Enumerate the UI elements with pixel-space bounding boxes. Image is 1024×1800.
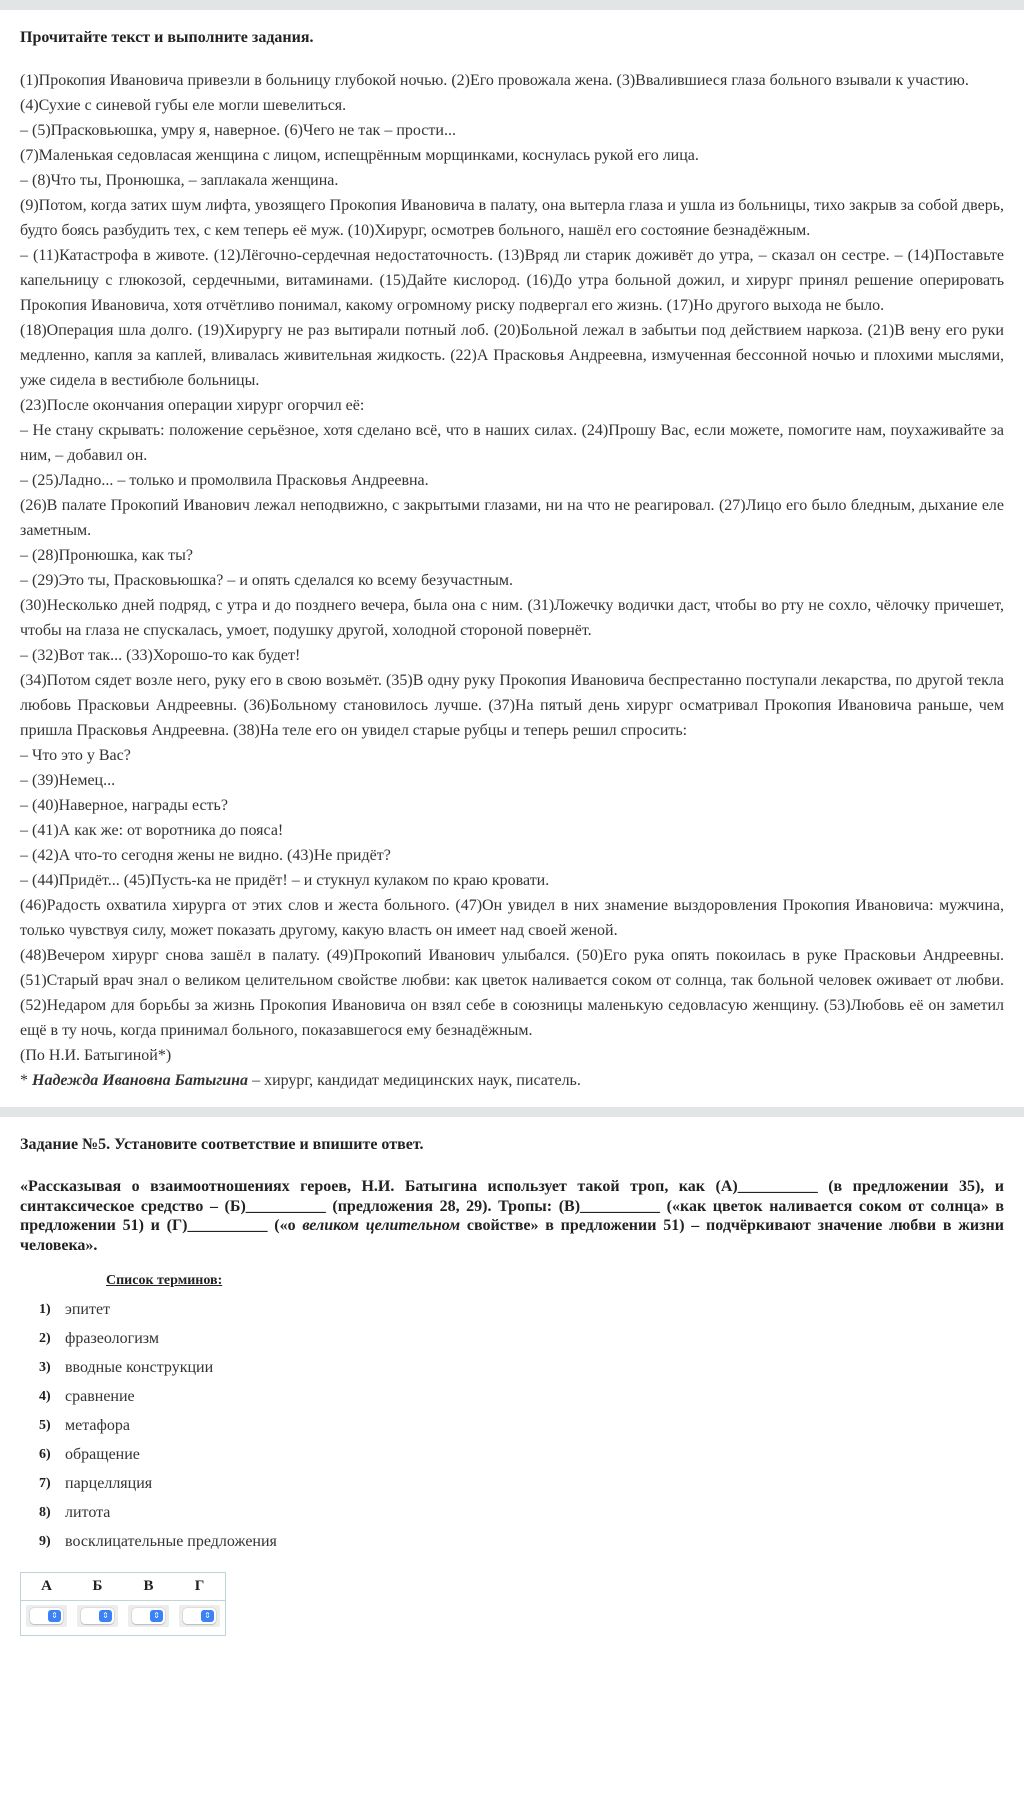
select-wrapper — [77, 1605, 118, 1627]
paragraph: (23)После окончания операции хирург огорчил её: — [20, 397, 365, 414]
paragraph: – (8)Что ты, Пронюшка, – заплакала женщина. — [20, 172, 339, 189]
reading-section — [0, 10, 1024, 1093]
term-label: сравнение — [65, 1388, 135, 1405]
term-item — [20, 1324, 1004, 1353]
answer-select-b[interactable] — [81, 1608, 114, 1624]
task-prompt-text: «Рассказывая о взаимоотношениях героев, Н.И. Батыгина использует такой троп, как (А)__________ (в предложении 35), и синтаксическое средство – (Б)__________ (предложения 28, 29). Тропы: (В)__________ («как цветок наливается соком от солнца» в предложении 51) и (Г)__________ («о — [20, 1178, 1004, 1234]
paragraph: – (44)Придёт... (45)Пусть-ка не придёт! – и стукнул кулаком по краю кровати. — [20, 872, 550, 889]
task-prompt-text-end: свойстве» в предложении 51) – подчёркивают значение любви в жизни человека». — [20, 1217, 1004, 1254]
author-name: Надежда Ивановна Батыгина — [32, 1072, 249, 1089]
answer-cell — [72, 1601, 123, 1636]
paragraph: (34)Потом сядет возле него, руку его в свою возьмёт. (35)В одну руку Прокопия Ивановича беспрестанно поступали лекарства, по другой текла любовь Прасковьи Андреевны. (36)Больному становилось лучше. (37)На пятый день хирург осматривал Прокопия Ивановича раньше, чем пришла Прасковья Андреевна. (38)На теле его он увидел старые рубцы и теперь решил спросить: — [20, 672, 1004, 739]
reading-heading: Прочитайте текст и выполните задания. — [20, 29, 314, 46]
source-attribution: (По Н.И. Батыгиной*) — [20, 1047, 172, 1064]
paragraph: – Что это у Вас? — [20, 747, 131, 764]
answer-select-g[interactable] — [183, 1608, 216, 1624]
term-item — [20, 1382, 1004, 1411]
task-section — [0, 1117, 1024, 1636]
top-separator — [0, 0, 1024, 10]
paragraph: (4)Сухие с синевой губы еле могли шевелиться. — [20, 97, 347, 114]
term-label: вводные конструкции — [65, 1359, 214, 1376]
select-wrapper — [128, 1605, 169, 1627]
term-number: 3) — [39, 1360, 51, 1375]
term-number: 4) — [39, 1389, 51, 1404]
paragraph: (26)В палате Прокопий Иванович лежал неподвижно, с закрытыми глазами, ни на что не реагировал. (27)Лицо его было бледным, дыхание еле заметным. — [20, 497, 1004, 539]
term-number: 7) — [39, 1476, 51, 1491]
paragraph: – (32)Вот так... (33)Хорошо-то как будет! — [20, 647, 301, 664]
author-note-text: – хирург, кандидат медицинских наук, писатель. — [248, 1072, 581, 1089]
reading-text — [20, 68, 1004, 1093]
select-wrapper — [26, 1605, 67, 1627]
term-item — [20, 1498, 1004, 1527]
term-label: обращение — [65, 1446, 140, 1463]
term-item — [20, 1353, 1004, 1382]
term-item — [20, 1440, 1004, 1469]
term-label: литота — [65, 1504, 111, 1521]
term-label: парцелляция — [65, 1475, 153, 1492]
term-item — [20, 1469, 1004, 1498]
term-number: 1) — [39, 1302, 51, 1317]
paragraph: (46)Радость охватила хирурга от этих слов и жеста больного. (47)Он увидел в них знамение выздоровления Прокопия Ивановича: мужчина, только чувствуя силу, может показать другому, какую власть он имеет над своей женой. — [20, 897, 1004, 939]
chevron-up-down-icon: ⇕ — [48, 1610, 61, 1622]
paragraph: (1)Прокопия Ивановича привезли в больницу глубокой ночью. (2)Его провожала жена. (3)Ввалившиеся глаза больного взывали к участию. — [20, 72, 969, 89]
select-wrapper — [179, 1605, 220, 1627]
answer-cell — [21, 1601, 73, 1636]
paragraph: – (11)Катастрофа в животе. (12)Лёгочно-сердечная недостаточность. (13)Вряд ли старик доживёт до утра, – сказал он сестре. – (14)Поставьте капельницу с глюкозой, сердечными, витаминами. (15)Дайте кислород. (16)До утра больной дожил, и хирург принял решение оперировать Прокопия Ивановича, хотя отчётливо понимал, какому огромному риску подвергал его жизнь. (17)Но другого выхода не было. — [20, 247, 1004, 314]
paragraph: – (28)Пронюшка, как ты? — [20, 547, 193, 564]
term-item — [20, 1527, 1004, 1556]
answer-cell — [174, 1601, 226, 1636]
chevron-up-down-icon: ⇕ — [150, 1610, 163, 1622]
terms-title: Список терминов: — [106, 1273, 223, 1288]
task-heading: Задание №5. Установите соответствие и впишите ответ. — [20, 1136, 424, 1153]
paragraph: – (42)А что-то сегодня жены не видно. (43)Не придёт? — [20, 847, 391, 864]
answer-column-a: А — [21, 1573, 73, 1601]
term-number: 5) — [39, 1418, 51, 1433]
answer-select-a[interactable] — [30, 1608, 63, 1624]
answer-column-b: Б — [72, 1573, 123, 1601]
term-item — [20, 1295, 1004, 1324]
answer-column-v: В — [123, 1573, 174, 1601]
terms-list — [20, 1295, 1004, 1556]
paragraph: (30)Несколько дней подряд, с утра и до позднего вечера, была она с ним. (31)Ложечку водички даст, чтобы во рту не сохло, чёлочку причешет, чтобы на глаза не спускалась, умоет, подушку другой, холодной стороной повернёт. — [20, 597, 1004, 639]
paragraph: (48)Вечером хирург снова зашёл в палату. (49)Прокопий Иванович улыбался. (50)Его рука опять покоилась в руке Прасковьи Андреевны. (51)Старый врач знал о великом целительном свойстве любви: как цветок наливается соком от солнца, так больной человек оживает от любви. (52)Недаром для борьбы за жизнь Прокопия Ивановича он взял себе в союзницы маленькую седовласую женщину. (53)Любовь её он заметил ещё в ту ночь, когда принимал больного, показавшегося ему безнадёжным. — [20, 947, 1004, 1039]
term-item — [20, 1411, 1004, 1440]
section-separator — [0, 1107, 1024, 1117]
task-prompt-italic: великом целительном — [302, 1217, 461, 1234]
author-note-asterisk: * — [20, 1072, 32, 1089]
chevron-up-down-icon: ⇕ — [201, 1610, 214, 1622]
term-number: 9) — [39, 1534, 51, 1549]
paragraph: – (41)А как же: от воротника до пояса! — [20, 822, 284, 839]
answer-column-g: Г — [174, 1573, 226, 1601]
answer-table — [20, 1572, 226, 1636]
paragraph: – (39)Немец... — [20, 772, 116, 789]
task-prompt — [20, 1177, 1004, 1255]
chevron-up-down-icon: ⇕ — [99, 1610, 112, 1622]
term-label: метафора — [65, 1417, 130, 1434]
term-label: восклицательные предложения — [65, 1533, 277, 1550]
paragraph: – (29)Это ты, Прасковьюшка? – и опять сделался ко всему безучастным. — [20, 572, 513, 589]
paragraph: – (25)Ладно... – только и промолвила Прасковья Андреевна. — [20, 472, 429, 489]
answer-select-v[interactable] — [132, 1608, 165, 1624]
term-label: эпитет — [65, 1301, 111, 1318]
answer-cell — [123, 1601, 174, 1636]
term-number: 2) — [39, 1331, 51, 1346]
author-note — [20, 1068, 1004, 1093]
paragraph: – (5)Прасковьюшка, умру я, наверное. (6)Чего не так – прости... — [20, 122, 456, 139]
term-label: фразеологизм — [65, 1330, 160, 1347]
term-number: 6) — [39, 1447, 51, 1462]
paragraph: (18)Операция шла долго. (19)Хирургу не раз вытирали потный лоб. (20)Больной лежал в забытьи под действием наркоза. (21)В вену его руки медленно, капля за каплей, вливалась живительная жидкость. (22)А Прасковья Андреевна, измученная бессонной ночью и плохими мыслями, уже сидела в вестибюле больницы. — [20, 322, 1004, 389]
term-number: 8) — [39, 1505, 51, 1520]
paragraph: (9)Потом, когда затих шум лифта, увозящего Прокопия Ивановича в палату, она вытерла глаза и ушла из больницы, тихо закрыв за собой дверь, будто боясь разбудить тех, с кем теперь её муж. (10)Хирург, осмотрев больного, нашёл его состояние безнадёжным. — [20, 197, 1004, 239]
paragraph: (7)Маленькая седовласая женщина с лицом, испещрённым морщинками, коснулась рукой его лица. — [20, 147, 699, 164]
paragraph: – (40)Наверное, награды есть? — [20, 797, 228, 814]
paragraph: – Не стану скрывать: положение серьёзное, хотя сделано всё, что в наших силах. (24)Прошу Вас, если можете, помогите нам, поухаживайте за ним, – добавил он. — [20, 422, 1004, 464]
